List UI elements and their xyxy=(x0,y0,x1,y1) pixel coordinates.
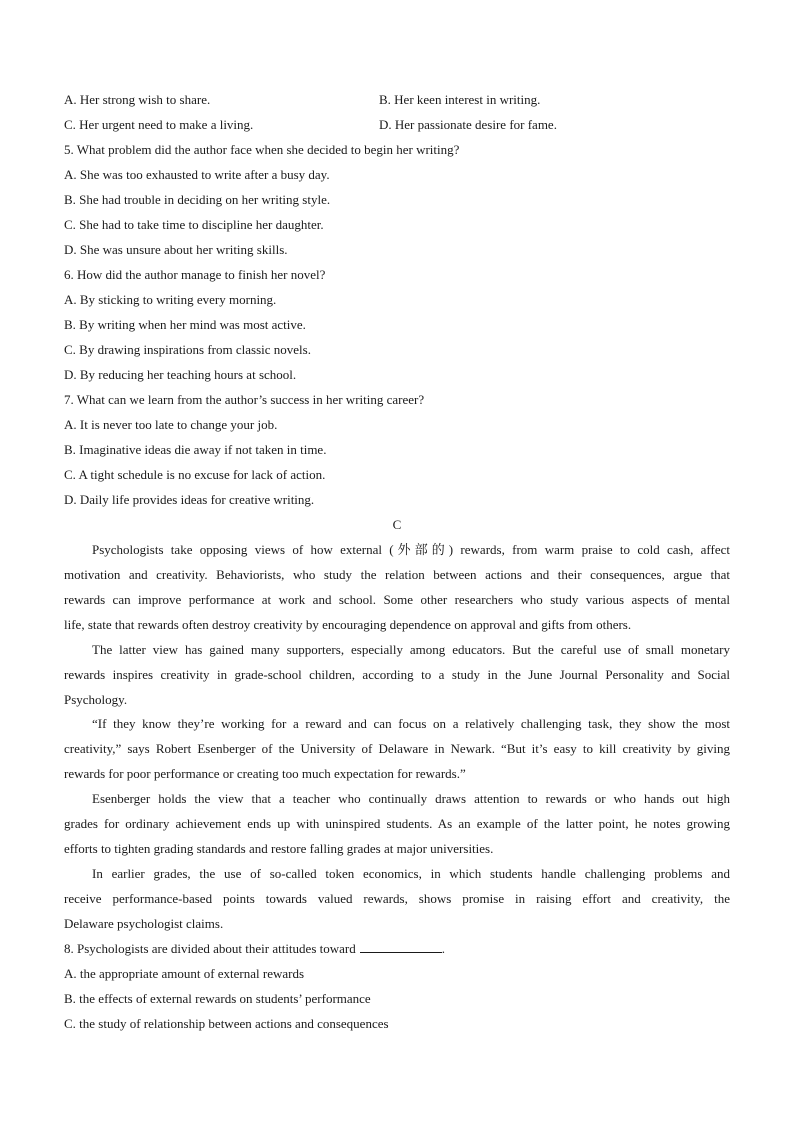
passage-p4-line-2: grades for ordinary achievement ends up with uninspired students. As an example of the latter point, he notes growing xyxy=(64,816,730,831)
q5-option-d: D. She was unsure about her writing skills. xyxy=(64,242,288,257)
passage-p3-line-2: creativity,” says Robert Esenberger of the University of Delaware in Newark. “But it’s easy to kill creativity by giving xyxy=(64,741,730,756)
question-6-stem: 6. How did the author manage to finish her novel? xyxy=(64,267,326,282)
passage-p1-line-1: Psychologists take opposing views of how external (外部的) rewards, from warm praise to cold cash, affect xyxy=(92,542,730,557)
q6-option-c: C. By drawing inspirations from classic novels. xyxy=(64,342,311,357)
passage-p5-line-2: receive performance-based points towards valued rewards, shows promise in raising effort and creativity, the xyxy=(64,891,730,906)
passage-p2-line-1: The latter view has gained many supporters, especially among educators. But the careful use of small monetary xyxy=(92,642,730,657)
question-8-period: . xyxy=(441,941,445,956)
q6-option-b: B. By writing when her mind was most active. xyxy=(64,317,306,332)
q4-option-a: A. Her strong wish to share. xyxy=(64,92,211,107)
passage-p1-line-4: life, state that rewards often destroy creativity by encouraging dependence on approval and gifts from others. xyxy=(64,617,632,632)
passage-p2-line-2: rewards inspires creativity in grade-school children, according to a study in the June Journal Personality and Social xyxy=(64,667,730,682)
q7-option-a: A. It is never too late to change your job. xyxy=(64,417,278,432)
answer-blank xyxy=(360,938,442,953)
passage-p3-line-1: “If they know they’re working for a reward and can focus on a relatively challenging task, they show the most xyxy=(92,716,730,731)
q8-option-c: C. the study of relationship between actions and consequences xyxy=(64,1016,389,1031)
passage-p5-line-1: In earlier grades, the use of so-called token economics, in which students handle challenging problems and xyxy=(92,866,730,881)
q4-option-c: C. Her urgent need to make a living. xyxy=(64,117,254,132)
q6-option-a: A. By sticking to writing every morning. xyxy=(64,292,277,307)
q7-option-c: C. A tight schedule is no excuse for lack of action. xyxy=(64,467,326,482)
question-5-stem: 5. What problem did the author face when she decided to begin her writing? xyxy=(64,142,460,157)
question-8-stem: 8. Psychologists are divided about their attitudes toward xyxy=(64,941,356,956)
q4-option-d: D. Her passionate desire for fame. xyxy=(379,117,557,132)
q8-option-b: B. the effects of external rewards on students’ performance xyxy=(64,991,371,1006)
question-8-stem-line xyxy=(64,936,445,961)
section-label: C xyxy=(392,517,402,532)
question-7-stem: 7. What can we learn from the author’s success in her writing career? xyxy=(64,392,425,407)
passage-p4-line-3: efforts to tighten grading standards and restore falling grades at major universities. xyxy=(64,841,494,856)
passage-p1-line-2: motivation and creativity. Behaviorists, who study the relation between actions and their consequences, argue that xyxy=(64,567,730,582)
q5-option-c: C. She had to take time to discipline her daughter. xyxy=(64,217,324,232)
passage-p5-line-3: Delaware psychologist claims. xyxy=(64,916,224,931)
q6-option-d: D. By reducing her teaching hours at school. xyxy=(64,367,297,382)
passage-p1-line-3: rewards can improve performance at work and school. Some other researchers who study various aspects of mental xyxy=(64,592,730,607)
q5-option-b: B. She had trouble in deciding on her writing style. xyxy=(64,192,331,207)
q4-option-b: B. Her keen interest in writing. xyxy=(379,92,541,107)
question-4-options-row-2 xyxy=(64,112,732,137)
question-4-options-row-1 xyxy=(64,87,732,112)
passage-p4-line-1: Esenberger holds the view that a teacher who continually draws attention to rewards or who hands out high xyxy=(92,791,730,806)
q8-option-a: A. the appropriate amount of external rewards xyxy=(64,966,305,981)
q5-option-a: A. She was too exhausted to write after a busy day. xyxy=(64,167,330,182)
passage-p3-line-3: rewards for poor performance or creating too much expectation for rewards.” xyxy=(64,766,466,781)
q7-option-b: B. Imaginative ideas die away if not taken in time. xyxy=(64,442,327,457)
passage-p2-line-3: Psychology. xyxy=(64,692,128,707)
q7-option-d: D. Daily life provides ideas for creative writing. xyxy=(64,492,315,507)
